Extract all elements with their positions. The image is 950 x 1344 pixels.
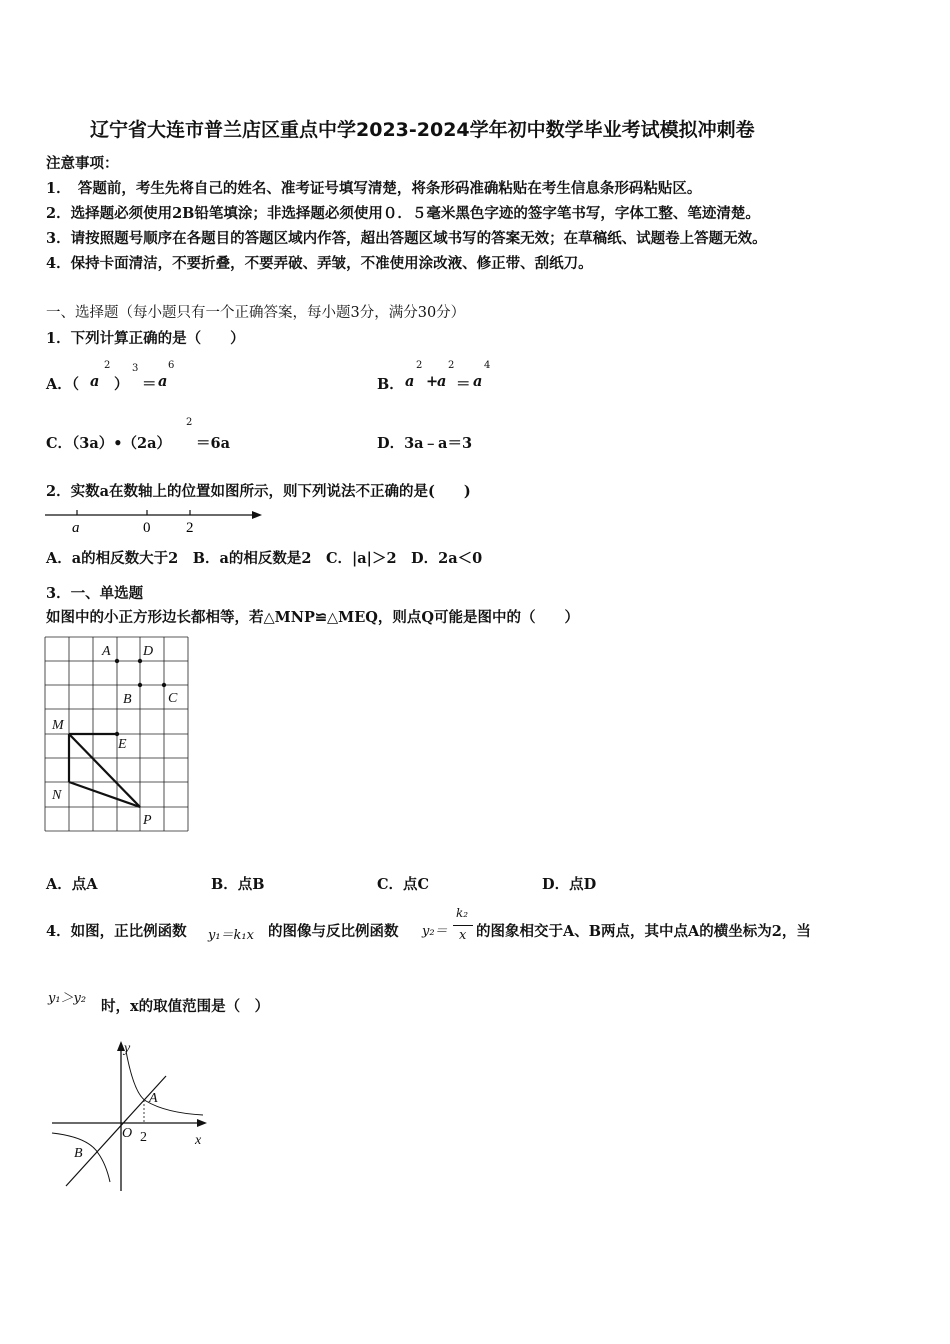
- q2-stem: 2．实数a在数轴上的位置如图所示，则下列说法不正确的是( ): [46, 483, 471, 500]
- notice-heading: 注意事项：: [46, 155, 119, 172]
- q3-option-c: C．点C: [377, 876, 430, 893]
- point-C-label: C: [168, 691, 178, 706]
- q4-stem-start: 4．如图，正比例函数: [46, 923, 187, 940]
- q1-stem: 1．下列计算正确的是（ ）: [46, 330, 245, 347]
- y-axis-label: y: [124, 1041, 131, 1056]
- point-E-label: E: [118, 737, 127, 752]
- q1-option-d: D．3a﹣a＝3: [377, 435, 473, 452]
- fraction-bar: [453, 925, 473, 926]
- section-heading: 一、选择题（每小题只有一个正确答案，每小题3分，满分30分）: [46, 305, 466, 321]
- q2-options: A．a的相反数大于2 B．a的相反数是2 C．|a|＞2 D．2a＜0: [46, 550, 483, 567]
- q4-formula-2-denominator: x: [459, 928, 467, 943]
- q4-stem-mid: 的图像与反比例函数: [268, 923, 399, 940]
- function-graph: [48, 1036, 213, 1196]
- axis-label-0: 0: [143, 520, 151, 536]
- axis-label-a: a: [72, 520, 80, 536]
- point-A-label: A: [149, 1091, 158, 1106]
- point-P-label: P: [143, 813, 152, 828]
- page-title: 辽宁省大连市普兰店区重点中学2023-2024学年初中数学毕业考试模拟冲刺卷: [90, 119, 755, 141]
- notice-item: 2．选择题必须使用2B铅笔填涂；非选择题必须使用０．５毫米黑色字迹的签字笔书写，字体工整、笔迹清楚。: [46, 205, 760, 222]
- q4-stem-end: 的图象相交于A、B两点，其中点A的横坐标为2，当: [476, 923, 811, 940]
- grid-figure: [44, 636, 190, 832]
- q4-condition: y₁＞y₂: [48, 991, 87, 1006]
- q4-condition-end: 时，x的取值范围是（ ）: [101, 998, 270, 1015]
- notice-item: 4．保持卡面清洁，不要折叠，不要弄破、弄皱，不准使用涂改液、修正带、刮纸刀。: [46, 255, 593, 272]
- point-B-label: B: [123, 692, 132, 707]
- q4-formula-1: y₁＝k₁x: [208, 928, 254, 943]
- notice-item: 1． 答题前，考生先将自己的姓名、准考证号填写清楚，将条形码准确粘贴在考生信息条形码粘贴区。: [46, 180, 702, 197]
- q4-formula-2-numerator: k₂: [456, 906, 469, 920]
- q3-option-a: A．点A: [46, 876, 98, 893]
- axis-label-2: 2: [186, 520, 194, 536]
- tick-2-label: 2: [140, 1130, 147, 1145]
- point-D-label: D: [143, 644, 154, 659]
- point-M-label: M: [52, 718, 64, 733]
- x-axis-label: x: [195, 1133, 202, 1148]
- notice-item: 3．请按照题号顺序在各题目的答题区域内作答，超出答题区域书写的答案无效；在草稿纸、试题卷上答题无效。: [46, 230, 767, 247]
- point-A-label: A: [102, 644, 111, 659]
- q4-formula-2-left: y₂＝: [422, 924, 448, 939]
- q3-option-b: B．点B: [211, 876, 265, 893]
- point-N-label: N: [52, 788, 62, 803]
- q3-heading: 3．一、单选题: [46, 585, 144, 602]
- number-line: [40, 503, 270, 537]
- q3-option-d: D．点D: [542, 876, 597, 893]
- q3-stem: 如图中的小正方形边长都相等，若△MNP≌△MEQ，则点Q可能是图中的（ ）: [46, 609, 580, 626]
- origin-label: O: [122, 1126, 133, 1141]
- point-B-label: B: [74, 1146, 83, 1161]
